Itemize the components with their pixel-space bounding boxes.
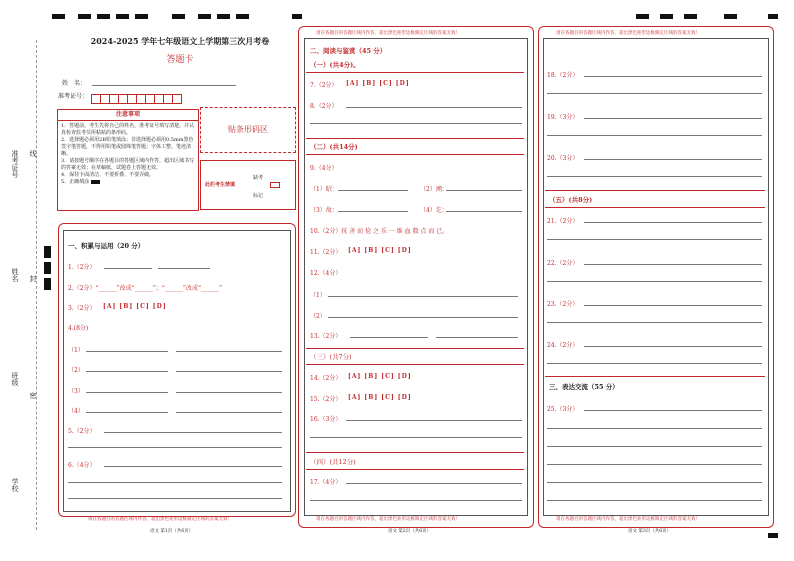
question-4: 4.(8分) [68, 325, 89, 332]
answer-line[interactable] [346, 107, 522, 108]
option-group-11[interactable]: [A] [B] [C] [D] [348, 247, 412, 254]
page-title: 2024-2025 学年七年级语文上学期第三次月考卷 [90, 36, 270, 46]
answer-line[interactable] [310, 437, 522, 438]
question-12: 12.（4分） [310, 270, 342, 277]
notice-item: 4．保持卡面清洁，不要折叠、不要弄破。 [61, 172, 155, 178]
alignment-mark [724, 14, 737, 19]
binding-line [36, 40, 37, 530]
alignment-mark [52, 14, 65, 19]
side-label-school: 学校 [11, 478, 19, 492]
question-14: 14.（2分） [310, 375, 342, 382]
question-24: 24.（2分） [547, 342, 579, 349]
option-group-3[interactable]: [A] [B] [C] [D] [103, 303, 167, 310]
part-title: （四）(共12分) [310, 458, 356, 466]
answer-line[interactable] [584, 264, 762, 265]
alignment-mark [135, 14, 148, 19]
divider [306, 364, 524, 365]
barcode-label: 贴条形码区 [228, 125, 268, 134]
answer-line[interactable] [328, 296, 518, 297]
question-12-sub-1: （1） [310, 292, 326, 299]
warning-note: 请在各题目的答题区域内作答，超出黑色矩形边框限定区域的答案无效！ [556, 31, 700, 36]
question-8: 8.（2分） [310, 103, 338, 110]
answer-line[interactable] [584, 118, 762, 119]
alignment-mark [684, 14, 697, 19]
page-footer: 语文 第2页（共6页） [388, 529, 432, 534]
option-group-14[interactable]: [A] [B] [C] [D] [348, 373, 412, 380]
page-subtitle: 答题卡 [166, 55, 194, 65]
answer-line[interactable] [547, 464, 762, 465]
inner-frame [543, 38, 769, 516]
answer-line[interactable] [446, 190, 522, 191]
divider [306, 154, 524, 155]
question-4-sub-1: （1） [68, 347, 84, 354]
answer-line[interactable] [436, 337, 518, 338]
id-label: 准考证号： [58, 93, 89, 100]
alignment-mark [172, 14, 185, 19]
answer-line[interactable] [346, 420, 522, 421]
warning-note: 请在各题目的答题区域内作答，超出黑色矩形边框限定区域的答案无效！ [556, 517, 700, 522]
question-2: 2.（2分）“______”改成“______”；“______”改成“______” [68, 285, 223, 292]
alignment-mark [78, 14, 91, 19]
side-label-seal: 封 [29, 275, 37, 282]
question-12-sub-2: （2） [310, 313, 326, 320]
side-label-class: 班级 [11, 372, 19, 386]
side-label-name: 姓名 [11, 268, 19, 282]
question-3: 3.（2分） [68, 305, 96, 312]
divider [545, 190, 765, 191]
absent-checkbox[interactable] [270, 182, 280, 188]
answer-line[interactable] [68, 498, 282, 499]
alignment-mark [198, 14, 211, 19]
answer-line[interactable] [547, 281, 762, 282]
answer-line[interactable] [104, 432, 282, 433]
page-footer: 语文 第3页（共6页） [628, 529, 672, 534]
question-19: 19.（3分） [547, 114, 579, 121]
id-field[interactable] [91, 89, 181, 108]
name-field[interactable] [92, 85, 236, 86]
answer-line[interactable] [158, 268, 210, 269]
question-1: 1.（2分） [68, 264, 96, 271]
side-label-id: 准考证号 [11, 150, 19, 178]
section-title: 一、积累与运用（20 分） [68, 242, 145, 250]
alignment-mark [44, 262, 51, 274]
question-6: 6.（4分） [68, 462, 96, 469]
answer-line[interactable] [68, 447, 282, 448]
answer-line[interactable] [176, 412, 282, 413]
answer-line[interactable] [104, 268, 152, 269]
alignment-mark [116, 14, 129, 19]
part-title: （五）(共8分) [549, 196, 593, 204]
question-13: 13.（2分） [310, 333, 342, 340]
question-10: 10.（2分）抚 善 而 俭 之 乐 一 维 血 数 点 而 已。 [310, 228, 449, 235]
answer-line[interactable] [176, 351, 282, 352]
notice-item: 2．选择题必须用2B铅笔填涂；非选择题必须用0.5mm黑色签字笔答题，不得用铅笔或圆珠笔答题；字体工整、笔迹清晰。 [61, 137, 194, 157]
absent-mark-label: 标记 [253, 193, 264, 199]
answer-line[interactable] [328, 317, 518, 318]
answer-line[interactable] [547, 176, 762, 177]
question-20: 20.（3分） [547, 155, 579, 162]
question-17: 17.（4分） [310, 479, 342, 486]
answer-line[interactable] [547, 239, 762, 240]
answer-line[interactable] [86, 351, 168, 352]
question-5: 5.（2分） [68, 428, 96, 435]
answer-line[interactable] [68, 482, 282, 483]
question-9-sub-4: （4）讫： [420, 207, 448, 214]
answer-line[interactable] [584, 305, 762, 306]
divider [306, 138, 524, 139]
question-9-sub-3: （3）故： [310, 207, 338, 214]
question-4-sub-4: （4） [68, 408, 84, 415]
answer-line[interactable] [86, 412, 168, 413]
answer-line[interactable] [346, 483, 522, 484]
answer-line[interactable] [310, 500, 522, 501]
answer-line[interactable] [584, 410, 762, 411]
answer-line[interactable] [338, 211, 408, 212]
section-title: 三、表达交流（55 分） [549, 383, 619, 391]
divider [306, 469, 524, 470]
option-group-7[interactable]: [A] [B] [C] [D] [346, 80, 410, 87]
answer-line[interactable] [310, 123, 522, 124]
notice-item: 3．请按题号顺序在各题目的答题区域内作答，超出区域书写的答案无效；在草稿纸、试题卷上答题无效。 [61, 158, 195, 171]
name-label: 姓 名： [62, 80, 87, 87]
divider [545, 376, 765, 377]
divider [306, 72, 524, 73]
question-18: 18.（2分） [547, 72, 579, 79]
answer-line[interactable] [584, 76, 762, 77]
answer-line[interactable] [547, 363, 762, 364]
question-22: 22.（2分） [547, 260, 579, 267]
divider [545, 207, 765, 208]
notice-title: 注意事项 [58, 110, 198, 121]
answer-line[interactable] [547, 135, 762, 136]
answer-line[interactable] [584, 159, 762, 160]
warning-note: 请在各题目的答题区域内作答，超出黑色矩形边框限定区域的答案无效！ [316, 31, 460, 36]
question-15: 15.（2分） [310, 396, 342, 403]
absent-missing-label: 缺考 [253, 175, 264, 181]
question-9-sub-1: （1）昭： [310, 186, 338, 193]
answer-line[interactable] [547, 500, 762, 501]
question-25: 25.（3分） [547, 406, 579, 413]
divider [306, 452, 524, 453]
answer-line[interactable] [446, 211, 522, 212]
part-title: （三）(共7分) [310, 353, 352, 361]
part-title: （一）(共4分)。 [310, 61, 360, 69]
question-11: 11.（2分） [310, 249, 342, 256]
alignment-mark [217, 14, 230, 19]
answer-line[interactable] [176, 392, 282, 393]
alignment-mark [636, 14, 649, 19]
filled-sample-icon [91, 180, 100, 184]
answer-line[interactable] [86, 392, 168, 393]
answer-line[interactable] [338, 190, 408, 191]
question-7: 7.（2分） [310, 82, 338, 89]
alignment-mark [44, 278, 51, 290]
alignment-mark [292, 14, 302, 19]
question-16: 16.（3分） [310, 416, 342, 423]
answer-line[interactable] [350, 337, 428, 338]
alignment-mark [97, 14, 110, 19]
answer-line[interactable] [86, 371, 168, 372]
notice-item: 5．正确填涂 [61, 179, 90, 185]
part-title: （二）(共14分) [310, 143, 358, 151]
warning-note: 请在各题目的答题区域内作答，超出黑色矩形边框限定区域的答案无效！ [88, 517, 232, 522]
question-23: 23.（2分） [547, 301, 579, 308]
answer-line[interactable] [584, 222, 762, 223]
notice-item: 1．答题前，考生先将自己的姓名，准考证号填写清楚，并认真检查监考员所粘贴的条形码。 [61, 123, 195, 136]
question-4-sub-3: （3） [68, 388, 84, 395]
side-label-secret: 密 [29, 392, 37, 399]
section-title: 二、阅读与鉴赏（45 分） [310, 47, 387, 55]
question-9-sub-2: （2）溯： [420, 186, 448, 193]
alignment-mark [768, 14, 778, 19]
answer-line[interactable] [584, 346, 762, 347]
absent-label: 此栏考生禁填 [205, 182, 236, 188]
question-21: 21.（2分） [547, 218, 579, 225]
answer-line[interactable] [104, 466, 282, 467]
question-4-sub-2: （2） [68, 367, 84, 374]
side-label-line: 线 [29, 150, 37, 157]
answer-line[interactable] [547, 322, 762, 323]
option-group-15[interactable]: [A] [B] [C] [D] [348, 394, 412, 401]
answer-line[interactable] [176, 371, 282, 372]
answer-line[interactable] [547, 428, 762, 429]
answer-line[interactable] [547, 482, 762, 483]
page-footer: 语文 第1页（共6页） [150, 529, 194, 534]
answer-line[interactable] [547, 446, 762, 447]
alignment-mark [660, 14, 673, 19]
alignment-mark [44, 246, 51, 258]
question-9: 9.（4分） [310, 165, 338, 172]
alignment-mark [768, 533, 778, 538]
warning-note: 请在各题目的答题区域内作答，超出黑色矩形边框限定区域的答案无效！ [316, 517, 460, 522]
notice-box [57, 109, 199, 211]
alignment-mark [236, 14, 249, 19]
answer-line[interactable] [547, 93, 762, 94]
divider [306, 348, 524, 349]
